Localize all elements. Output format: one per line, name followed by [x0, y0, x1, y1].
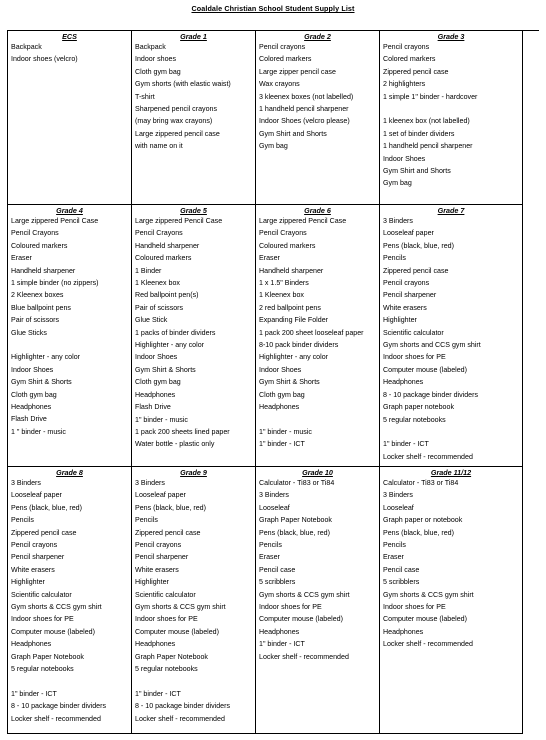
supply-item: Gym shorts & CCS gym shirt	[259, 590, 350, 599]
supply-item: 1" binder - ICT	[259, 440, 305, 449]
supply-item: Gym Shirt & Shorts	[11, 378, 72, 387]
supply-item: Handheld sharpener	[11, 266, 76, 275]
supply-item: Pair of scissors	[11, 316, 60, 325]
supply-item: Pencils	[383, 254, 406, 263]
supply-item: Indoor shoes (velcro)	[11, 55, 78, 64]
supply-item: Flash Drive	[135, 403, 171, 412]
supply-item: Highlighter - any color	[11, 353, 80, 362]
supply-item: Graph Paper Notebook	[259, 516, 332, 525]
supply-item: Headphones	[135, 640, 176, 649]
supply-item: Large zippered Pencil Case	[259, 217, 347, 225]
supply-item: Looseleaf paper	[135, 491, 186, 500]
supply-item: Graph paper or notebook	[383, 516, 463, 525]
supply-item: Headphones	[259, 403, 300, 412]
grade-heading: Grade 4	[56, 206, 83, 215]
grade-heading: Grade 3	[437, 32, 465, 41]
supply-item: Indoor Shoes	[383, 154, 426, 163]
supply-item: Headphones	[11, 403, 52, 412]
grade-heading: ECS	[62, 32, 77, 41]
supply-item: Pens (black, blue, red)	[383, 241, 454, 250]
supply-item: Indoor Shoes	[259, 365, 302, 374]
supply-item: 2 red ballpoint pens	[259, 303, 321, 312]
supply-item: 1 Kleenex box	[135, 279, 180, 288]
supply-item: Computer mouse (labeled)	[383, 615, 467, 624]
supply-item: Pencil case	[383, 565, 420, 574]
supply-item: Graph Paper Notebook	[135, 652, 208, 661]
supply-item: Headphones	[383, 627, 424, 636]
supply-item: Coloured markers	[135, 254, 192, 263]
supply-item: T-shirt	[135, 92, 155, 101]
supply-item: 1" binder - ICT	[383, 440, 429, 449]
supply-item: Cloth gym bag	[259, 390, 305, 399]
grade-cell	[256, 205, 380, 467]
supply-item: Large zipper pencil case	[259, 67, 336, 76]
supply-item: Gym Shirt & Shorts	[259, 378, 320, 387]
supply-item: 2 highlighters	[383, 80, 426, 89]
supply-item: Highlighter	[135, 578, 169, 587]
supply-item: Pencil Crayons	[135, 229, 183, 238]
supply-item: Indoor shoes for PE	[383, 353, 446, 362]
supply-item: Looseleaf paper	[11, 491, 62, 500]
supply-item: 1" binder - ICT	[259, 640, 305, 649]
supply-item: Looseleaf	[259, 503, 290, 512]
grade-cell	[8, 205, 132, 467]
supply-item: 3 Binders	[383, 217, 413, 225]
supply-item: Glue Sticks	[11, 328, 47, 337]
supply-item: 1 " binder - music	[11, 427, 66, 436]
supply-item: Eraser	[259, 254, 280, 263]
supply-item: Locker shelf - recommended	[383, 640, 473, 649]
table-row	[8, 467, 539, 734]
supply-item: Backpack	[135, 43, 166, 51]
supply-item: 3 Binders	[135, 479, 165, 487]
supply-item: Gym shorts & CCS gym shirt	[135, 603, 226, 612]
supply-item: 1 simple binder (no zippers)	[11, 279, 99, 288]
supply-item: Handheld sharpener	[135, 241, 200, 250]
supply-item: Indoor Shoes (velcro please)	[259, 117, 350, 126]
supply-item: 3 kleenex boxes (not labelled)	[259, 92, 354, 101]
supply-item: 8-10 pack binder dividers	[259, 341, 339, 350]
supply-item: Cloth gym bag	[11, 390, 57, 399]
supply-item: Pencils	[383, 541, 406, 550]
supply-item: 1 pack 200 sheet looseleaf paper	[259, 328, 364, 337]
supply-item: (may bring wax crayons)	[135, 117, 213, 126]
supply-item: with name on it	[135, 142, 183, 151]
supply-item: 8 - 10 package binder dividers	[383, 390, 479, 399]
supply-item: Pencil Crayons	[259, 229, 307, 238]
supply-item: Colored markers	[383, 55, 436, 64]
spacer	[259, 414, 376, 426]
supply-item: Blue ballpoint pens	[11, 303, 71, 312]
page-title: Coaldale Christian School Student Supply List	[191, 4, 355, 13]
supply-item: Locker shelf - recommended	[135, 714, 225, 723]
supply-item: Headphones	[135, 390, 176, 399]
supply-item: Scientific calculator	[383, 328, 444, 337]
supply-item: Sharpened pencil crayons	[135, 105, 218, 114]
spacer	[11, 676, 128, 688]
supply-item: Gym shorts (with elastic waist)	[135, 80, 231, 89]
grade-heading: Grade 10	[302, 468, 333, 477]
grade-cell	[8, 31, 132, 205]
spacer	[383, 103, 519, 115]
supply-item: Pencil crayons	[11, 541, 58, 550]
supply-list-table	[7, 30, 539, 734]
supply-item: Pencil crayons	[383, 279, 430, 288]
grade-cell	[132, 467, 256, 734]
supply-item: 1 Binder	[135, 266, 162, 275]
supply-item: Headphones	[383, 378, 424, 387]
grade-cell	[132, 31, 256, 205]
supply-item: 1 handheld pencil sharpener	[383, 142, 473, 151]
supply-item: Pens (black, blue, red)	[135, 503, 206, 512]
supply-item: Headphones	[11, 640, 52, 649]
supply-item: 8 - 10 package binder dividers	[135, 702, 231, 711]
supply-item: Gym Shirt and Shorts	[259, 129, 327, 138]
supply-item: 1 Kleenex box	[259, 291, 304, 300]
supply-item: Red ballpoint pen(s)	[135, 291, 199, 300]
supply-item: Computer mouse (labeled)	[383, 365, 467, 374]
grade-cell	[380, 467, 523, 734]
supply-item: 5 scribblers	[383, 578, 420, 587]
supply-item: 1" binder - music	[259, 427, 312, 436]
supply-item: 3 Binders	[11, 479, 41, 487]
supply-item: Gym Shirt and Shorts	[383, 167, 451, 176]
supply-item: Glue Stick	[135, 316, 168, 325]
supply-item: 1 packs of binder dividers	[135, 328, 216, 337]
supply-item: Highlighter - any color	[259, 353, 328, 362]
supply-item: Calculator - Ti83 or Ti84	[259, 479, 335, 487]
supply-item: Eraser	[259, 553, 280, 562]
supply-item: Computer mouse (labeled)	[11, 627, 95, 636]
grade-heading: Grade 1	[180, 32, 207, 41]
supply-item: Indoor shoes for PE	[259, 603, 322, 612]
supply-item: Scientific calculator	[11, 590, 72, 599]
supply-item: Gym bag	[259, 142, 288, 151]
supply-item: 1 pack 200 sheets lined paper	[135, 427, 230, 436]
supply-item: Eraser	[11, 254, 32, 263]
supply-item: Graph paper notebook	[383, 403, 454, 412]
supply-item: Locker shelf - recommended	[259, 652, 349, 661]
supply-item: White erasers	[135, 565, 179, 574]
grade-cell	[256, 467, 380, 734]
supply-item: Highlighter - any color	[135, 341, 204, 350]
supply-item: Backpack	[11, 43, 42, 51]
supply-item: Indoor Shoes	[11, 365, 54, 374]
supply-item: Pencil sharpener	[135, 553, 189, 562]
supply-item: Large zippered Pencil Case	[11, 217, 99, 225]
supply-item: Coloured markers	[259, 241, 316, 250]
supply-item: Pencils	[135, 516, 158, 525]
spacer	[383, 426, 519, 438]
supply-item: Pens (black, blue, red)	[383, 528, 454, 537]
supply-item: 1 set of binder dividers	[383, 129, 455, 138]
supply-item: Gym shorts & CCS gym shirt	[11, 603, 102, 612]
supply-item: Pencil case	[259, 565, 296, 574]
supply-item: Pencil crayons	[135, 541, 182, 550]
supply-item: Wax crayons	[259, 80, 300, 89]
supply-item: Indoor shoes	[135, 55, 177, 64]
supply-item: 5 regular notebooks	[135, 665, 198, 674]
supply-item: Cloth gym bag	[135, 67, 181, 76]
supply-item: 3 Binders	[383, 491, 413, 500]
supply-item: Zippered pencil case	[383, 67, 449, 76]
supply-item: Eraser	[383, 553, 404, 562]
supply-item: Pencil sharpener	[383, 291, 437, 300]
supply-item: Gym bag	[383, 179, 412, 188]
grade-heading: Grade 6	[304, 206, 331, 215]
supply-item: Flash Drive	[11, 415, 47, 424]
grade-cell	[8, 467, 132, 734]
supply-item: 1 x 1.5" Binders	[259, 279, 309, 288]
supply-item: Pencil crayons	[259, 43, 306, 51]
supply-item: Looseleaf	[383, 503, 414, 512]
supply-item: 1 kleenex box (not labelled)	[383, 117, 470, 126]
grade-heading: Grade 5	[180, 206, 207, 215]
supply-item: Colored markers	[259, 55, 312, 64]
spacer	[11, 339, 128, 351]
supply-item: 5 regular notebooks	[383, 415, 446, 424]
supply-item: Pencil crayons	[383, 43, 430, 51]
supply-item: Gym shorts & CCS gym shirt	[383, 590, 474, 599]
supply-item: Large zippered Pencil Case	[135, 217, 223, 225]
supply-item: Pens (black, blue, red)	[259, 528, 330, 537]
grade-heading: Grade 7	[437, 206, 465, 215]
supply-item: Locker shelf - recommended	[11, 714, 101, 723]
supply-item: Indoor Shoes	[135, 353, 178, 362]
grade-cell	[132, 205, 256, 467]
supply-item: Gym shorts and CCS gym shirt	[383, 341, 481, 350]
supply-item: Looseleaf paper	[383, 229, 434, 238]
supply-item: 1" binder - music	[135, 415, 188, 424]
supply-item: 5 scribblers	[259, 578, 296, 587]
supply-item: Indoor shoes for PE	[11, 615, 74, 624]
supply-item: 1" binder - ICT	[135, 689, 181, 698]
supply-item: Zippered pencil case	[11, 528, 77, 537]
supply-item: White erasers	[383, 303, 427, 312]
supply-item: Pencil sharpener	[11, 553, 65, 562]
supply-item: Graph Paper Notebook	[11, 652, 84, 661]
supply-item: 1" binder - ICT	[11, 689, 57, 698]
supply-item: 8 - 10 package binder dividers	[11, 702, 107, 711]
table-row	[8, 31, 539, 205]
supply-item: Pens (black, blue, red)	[11, 503, 82, 512]
supply-item: Highlighter	[383, 316, 417, 325]
supply-item: Indoor shoes for PE	[383, 603, 446, 612]
supply-item: 1 simple 1" binder - hardcover	[383, 92, 478, 101]
grade-cell	[380, 205, 523, 467]
supply-item: Cloth gym bag	[135, 378, 181, 387]
supply-item: Headphones	[259, 627, 300, 636]
grade-heading: Grade 2	[304, 32, 331, 41]
supply-item: 2 Kleenex boxes	[11, 291, 64, 300]
supply-item: 5 regular notebooks	[11, 665, 74, 674]
supply-item: Locker shelf - recommended	[383, 452, 473, 461]
supply-item: Handheld sharpener	[259, 266, 324, 275]
supply-item: 3 Binders	[259, 491, 289, 500]
grade-heading: Grade 8	[56, 468, 83, 477]
supply-item: Water bottle - plastic only	[135, 440, 215, 449]
supply-item: Computer mouse (labeled)	[259, 615, 343, 624]
supply-item: Large zippered pencil case	[135, 129, 220, 138]
supply-item: White erasers	[11, 565, 55, 574]
supply-item: Indoor shoes for PE	[135, 615, 198, 624]
supply-item: Coloured markers	[11, 241, 68, 250]
supply-item: Calculator - Ti83 or Ti84	[383, 479, 459, 487]
supply-item: 1 handheld pencil sharpener	[259, 105, 349, 114]
supply-item: Pencils	[259, 541, 282, 550]
supply-item: Computer mouse (labeled)	[135, 627, 219, 636]
supply-item: Pencils	[11, 516, 34, 525]
grade-cell	[256, 31, 380, 205]
spacer	[135, 676, 252, 688]
grade-cell	[380, 31, 523, 205]
supply-item: Pair of scissors	[135, 303, 184, 312]
supply-item: Zippered pencil case	[383, 266, 449, 275]
supply-item: Highlighter	[11, 578, 45, 587]
grade-heading: Grade 11/12	[430, 468, 472, 477]
supply-item: Zippered pencil case	[135, 528, 201, 537]
table-row	[8, 205, 539, 467]
supply-item: Gym Shirt & Shorts	[135, 365, 196, 374]
supply-item: Pencil Crayons	[11, 229, 59, 238]
grade-heading: Grade 9	[180, 468, 207, 477]
supply-item: Expanding File Folder	[259, 316, 329, 325]
supply-item: Scientific calculator	[135, 590, 196, 599]
